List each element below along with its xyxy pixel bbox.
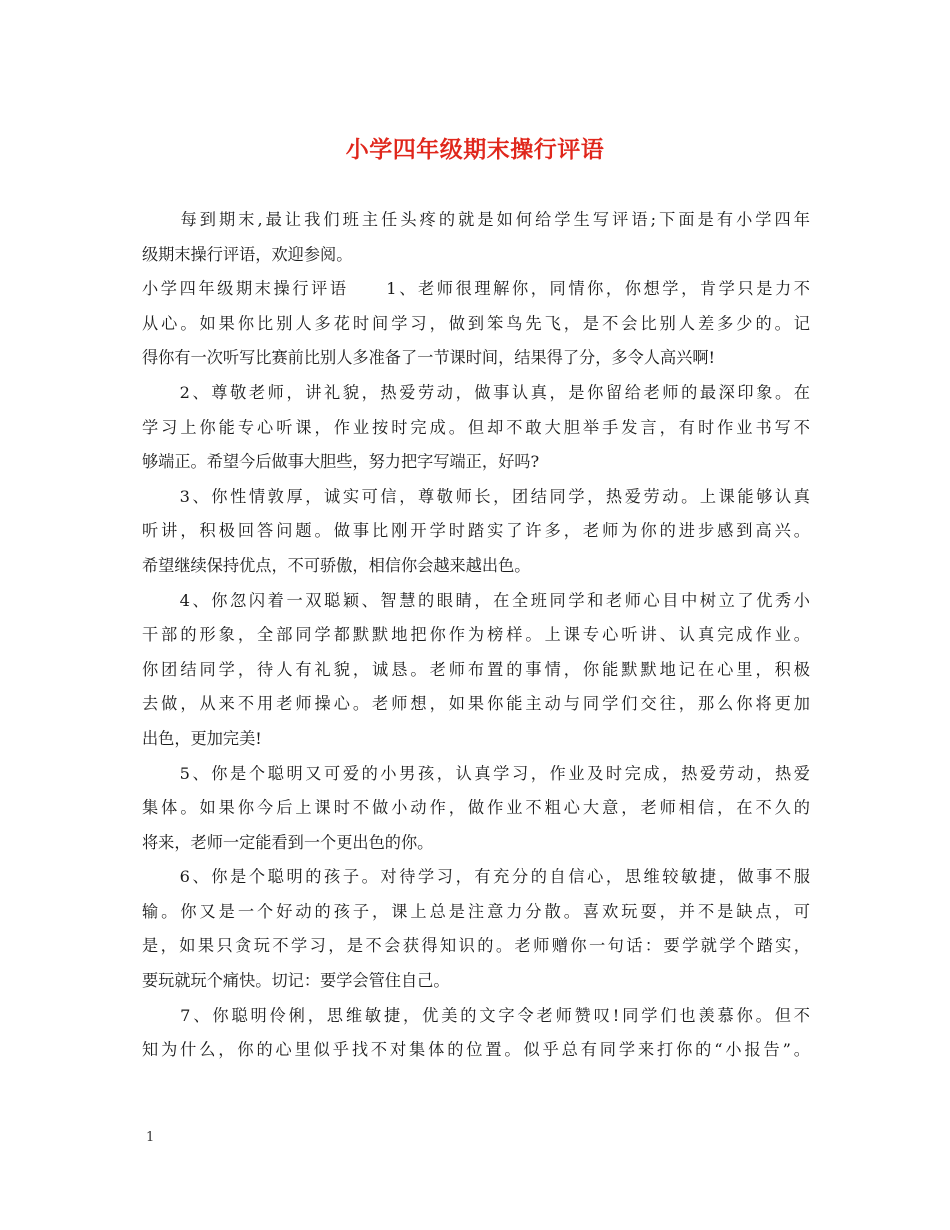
text-line: 输。你又是一个好动的孩子，课上总是注意力分散。喜欢玩耍，并不是缺点，可 (142, 901, 810, 921)
text-line: 级期末操行评语，欢迎参阅。 (142, 244, 353, 264)
text-line: 学习上你能专心听课，作业按时完成。但却不敢大胆举手发言，有时作业书写不 (142, 417, 810, 437)
text-line: 希望继续保持优点，不可骄傲，相信你会越来越出色。 (142, 555, 531, 575)
text-line: 得你有一次听写比赛前比别人多准备了一节课时间，结果得了分，多令人高兴啊! (142, 348, 716, 368)
text-line: 去做，从来不用老师操心。老师想，如果你能主动与同学们交往，那么你将更加 (142, 694, 810, 714)
text-line: 每到期末,最让我们班主任头疼的就是如何给学生写评语;下面是有小学四年 (142, 210, 810, 229)
text-line: 小学四年级期末操行评语 1、老师很理解你，同情你，你想学，肯学只是力不 (142, 279, 810, 299)
text-line: 5、你是个聪明又可爱的小男孩，认真学习，作业及时完成，热爱劳动，热爱 (142, 763, 810, 783)
text-line: 4、你忽闪着一双聪颖、智慧的眼睛，在全班同学和老师心目中树立了优秀小 (142, 590, 810, 610)
text-line: 知为什么，你的心里似乎找不对集体的位置。似乎总有同学来打你的“小报告”。 (142, 1040, 810, 1060)
text-line: 2、尊敬老师，讲礼貌，热爱劳动，做事认真，是你留给老师的最深印象。在 (142, 382, 810, 402)
text-line: 从心。如果你比别人多花时间学习，做到笨鸟先飞，是不会比别人差多少的。记 (142, 313, 810, 333)
text-line: 6、你是个聪明的孩子。对待学习，有充分的自信心，思维较敏捷，做事不服 (142, 867, 810, 887)
text-line: 要玩就玩个痛快。切记：要学会管住自己。 (142, 971, 450, 991)
text-line: 够端正。希望今后做事大胆些，努力把字写端正，好吗? (142, 452, 540, 472)
text-line: 出色，更加完美! (142, 728, 262, 748)
text-line: 集体。如果你今后上课时不做小动作，做作业不粗心大意，老师相信，在不久的 (142, 798, 810, 818)
text-line: 将来，老师一定能看到一个更出色的你。 (142, 832, 434, 852)
page-title: 小学四年级期末操行评语 (345, 137, 605, 163)
text-line: 3、你性情敦厚，诚实可信，尊敬师长，团结同学，热爱劳动。上课能够认真 (142, 486, 810, 506)
page-number: 1 (146, 1130, 155, 1145)
text-line: 干部的形象，全部同学都默默地把你作为榜样。上课专心听讲、认真完成作业。 (142, 625, 810, 645)
text-line: 7、你聪明伶俐，思维敏捷，优美的文字令老师赞叹!同学们也羡慕你。但不 (142, 1005, 810, 1025)
document-body (142, 203, 810, 1068)
text-line: 你团结同学，待人有礼貌，诚恳。老师布置的事情，你能默默地记在心里，积极 (142, 659, 810, 679)
text-line: 听讲，积极回答问题。做事比刚开学时踏实了许多，老师为你的进步感到高兴。 (142, 521, 810, 541)
text-line: 是，如果只贪玩不学习，是不会获得知识的。老师赠你一句话：要学就学个踏实， (142, 936, 810, 956)
